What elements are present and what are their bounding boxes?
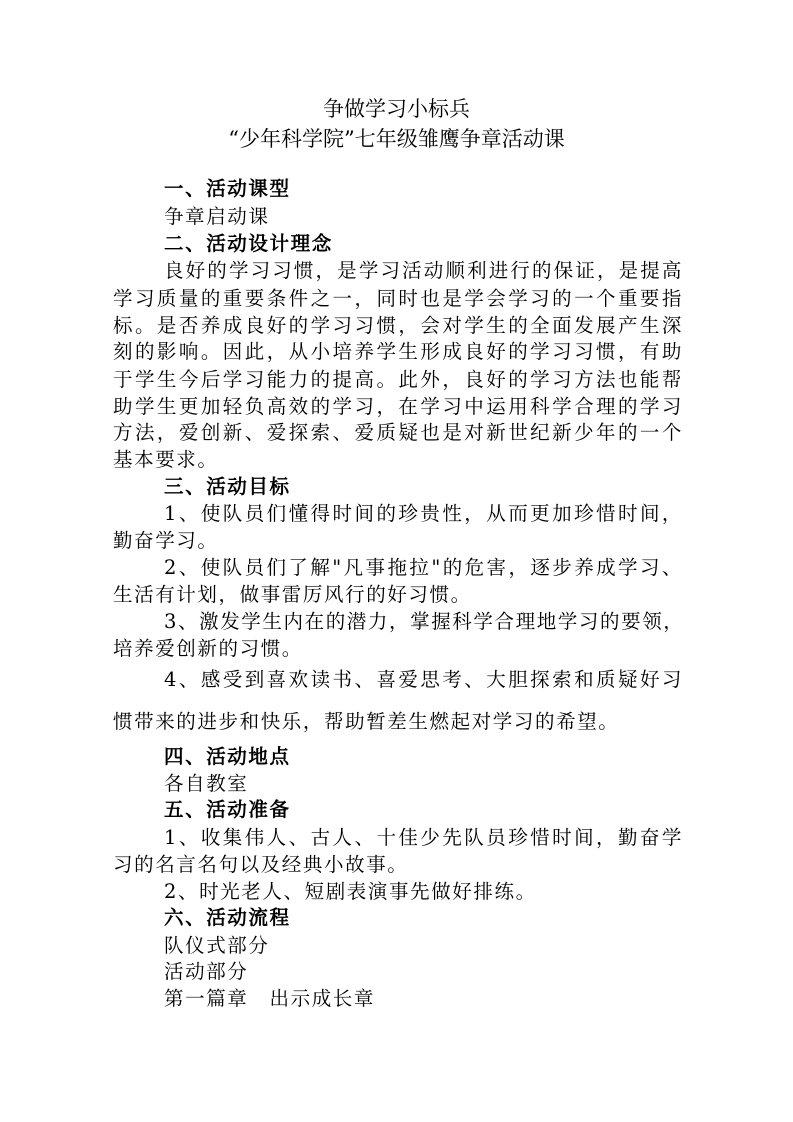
- body-line: 学习质量的重要条件之一，同时也是学会学习的一个重要指: [113, 287, 683, 310]
- body-line: 各自教室: [164, 772, 249, 795]
- body-line: 1、收集伟人、古人、十佳少先队员珍惜时间，勤奋学: [164, 826, 683, 849]
- section-heading: 五、活动准备: [164, 798, 291, 821]
- document-subtitle: “少年科学院”七年级雏鹰争章活动课: [228, 127, 565, 151]
- body-line: 勤奋学习。: [113, 529, 219, 552]
- body-line: 2、时光老人、短剧表演事先做好排练。: [164, 880, 537, 903]
- body-line: 生活有计划，做事雷厉风行的好习惯。: [113, 583, 472, 606]
- body-line: 4、感受到喜欢读书、喜爱思考、大胆探索和质疑好习: [164, 668, 683, 691]
- body-line: 培养爱创新的习惯。: [113, 637, 303, 660]
- body-line: 标。是否养成良好的学习习惯，会对学生的全面发展产生深: [113, 314, 683, 337]
- section-heading: 二、活动设计理念: [164, 232, 333, 255]
- body-line: 基本要求。: [113, 448, 219, 471]
- body-line: 良好的学习习惯，是学习活动顺利进行的保证，是提高: [164, 259, 683, 282]
- body-line: 队仪式部分: [164, 934, 270, 957]
- section-heading: 四、活动地点: [164, 745, 291, 768]
- body-line: 争章启动课: [164, 205, 270, 228]
- body-line: 刻的影响。因此，从小培养学生形成良好的学习习惯，有助: [113, 340, 683, 363]
- section-heading: 三、活动目标: [164, 475, 291, 498]
- body-line: 3、激发学生内在的潜力，掌握科学合理地学习的要领，: [164, 610, 685, 633]
- body-line: 习的名言名句以及经典小故事。: [113, 853, 409, 876]
- body-line: 方法，爱创新、爱探索、爱质疑也是对新世纪新少年的一个: [113, 421, 683, 444]
- body-line: 活动部分: [164, 960, 249, 983]
- section-heading: 六、活动流程: [164, 906, 291, 929]
- body-line: 惯带来的进步和快乐，帮助暂差生燃起对学习的希望。: [113, 710, 620, 733]
- body-line: 于学生今后学习能力的提高。此外，良好的学习方法也能帮: [113, 368, 683, 391]
- body-line: 助学生更加轻负高效的学习，在学习中运用科学合理的学习: [113, 395, 683, 418]
- body-line: 2、使队员们了解"凡事拖拉"的危害，逐步养成学习、: [164, 556, 683, 579]
- body-line: 第一篇章 出示成长章: [164, 987, 376, 1010]
- document-title: 争做学习小标兵: [323, 97, 470, 121]
- body-line: 1、使队员们懂得时间的珍贵性，从而更加珍惜时间，: [164, 502, 683, 525]
- section-heading: 一、活动课型: [164, 177, 291, 200]
